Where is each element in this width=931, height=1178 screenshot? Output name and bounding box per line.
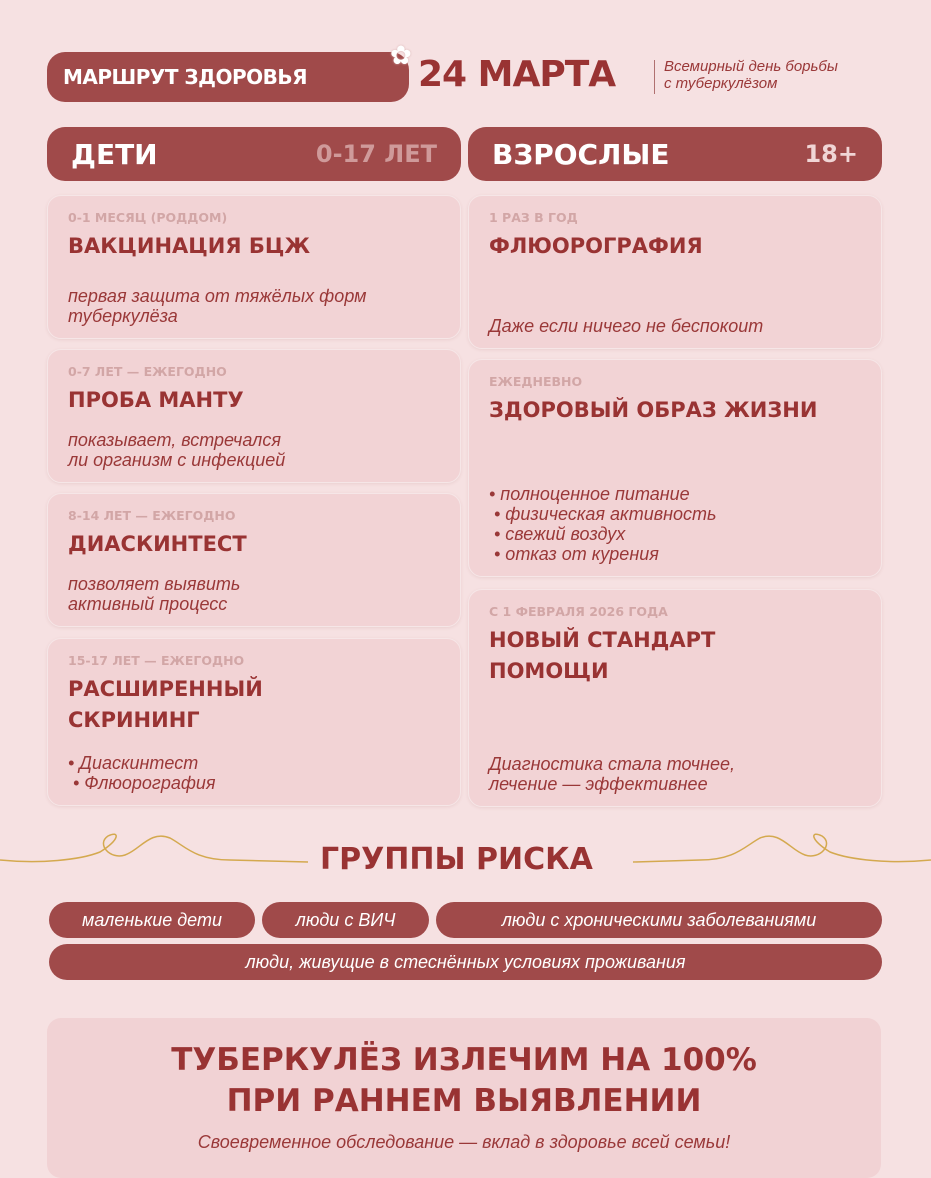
card-title-line: ПОМОЩИ: [489, 659, 609, 683]
card-desc-line: лечение — эффективнее: [489, 774, 708, 794]
card-label: 8-14 ЛЕТ — ЕЖЕГОДНО: [68, 508, 236, 523]
card-label: 1 РАЗ В ГОД: [489, 210, 578, 225]
card-description: [489, 484, 716, 564]
card-desc-line: позволяет выявить: [68, 574, 241, 594]
card-title-text: ДИАСКИНТЕСТ: [68, 532, 247, 556]
card-desc-line: • отказ от курения: [489, 544, 659, 564]
final-banner: [47, 1018, 881, 1178]
card-title: [68, 231, 440, 262]
kids-title: ДЕТИ: [71, 137, 158, 171]
event-date: 24 МАРТА: [418, 54, 616, 95]
final-subtext: Своевременное обследование — вклад в здоровье всей семьи!: [197, 1132, 731, 1152]
card-label: 15-17 ЛЕТ — ЕЖЕГОДНО: [68, 653, 245, 668]
risk-tag: маленькие дети: [49, 902, 255, 938]
card-desc-line: активный процесс: [68, 594, 228, 614]
card-title-text: ВАКЦИНАЦИЯ БЦЖ: [68, 234, 311, 258]
adults-card: [468, 195, 882, 349]
subtitle-line: с туберкулёзом: [664, 75, 778, 92]
risk-tag: люди, живущие в стеснённых условиях проживания: [49, 944, 882, 980]
card-desc-line: • Флюорография: [68, 773, 216, 793]
card-desc-line: • свежий воздух: [489, 524, 626, 544]
risk-tag: люди с ВИЧ: [262, 902, 429, 938]
card-title: [68, 529, 440, 560]
card-description: [68, 753, 216, 793]
card-title: [489, 231, 861, 262]
card-desc-line: ли организм с инфекцией: [68, 450, 286, 470]
card-label: 0-1 МЕСЯЦ (РОДДОМ): [68, 210, 228, 225]
risk-title: ГРУППЫ РИСКА: [320, 842, 593, 877]
card-desc-line: • Диаскинтест: [68, 753, 199, 773]
final-headline: ПРИ РАННЕМ ВЫЯВЛЕНИИ: [226, 1083, 702, 1119]
card-description: [68, 286, 366, 326]
card-title-line: НОВЫЙ СТАНДАРТ: [489, 628, 716, 652]
card-title-line: СКРИНИНГ: [68, 708, 200, 732]
card-title: [68, 674, 440, 736]
card-desc-line: показывает, встречался: [68, 430, 281, 450]
card-title: [489, 625, 861, 687]
card-label: С 1 ФЕВРАЛЯ 2026 ГОДА: [489, 604, 668, 619]
card-description: [68, 574, 240, 614]
subtitle-line: Всемирный день борьбы: [664, 58, 838, 75]
adults-age: 18+: [804, 140, 858, 168]
adults-card: [468, 359, 882, 577]
adults-header: [468, 127, 882, 181]
card-desc-line: первая защита от тяжёлых форм: [68, 286, 367, 306]
risk-tag: люди с хроническими заболеваниями: [436, 902, 882, 938]
card-desc-line: • полноценное питание: [489, 484, 690, 504]
card-title-text: ФЛЮОРОГРАФИЯ: [489, 234, 703, 258]
card-title-text: ПРОБА МАНТУ: [68, 388, 244, 412]
card-label: ЕЖЕДНЕВНО: [489, 374, 583, 389]
kids-header: [47, 127, 461, 181]
brand-text: МАРШРУТ ЗДОРОВЬЯ: [63, 65, 308, 89]
divider: [654, 60, 655, 94]
kids-card: [47, 195, 461, 339]
card-description: [489, 754, 735, 794]
card-desc-line: Даже если ничего не беспокоит: [489, 316, 764, 336]
card-desc-line: Диагностика стала точнее,: [489, 754, 736, 774]
final-headline: ТУБЕРКУЛЁЗ ИЗЛЕЧИМ НА 100%: [171, 1042, 757, 1078]
flower-icon: ✿: [390, 40, 412, 70]
kids-card: [47, 493, 461, 627]
card-title-line: РАСШИРЕННЫЙ: [68, 677, 263, 701]
card-title-text: ЗДОРОВЫЙ ОБРАЗ ЖИЗНИ: [489, 398, 818, 422]
kids-card: [47, 638, 461, 806]
kids-card: [47, 349, 461, 483]
event-subtitle: [664, 58, 838, 92]
card-title: [68, 385, 440, 416]
card-title: [489, 395, 861, 426]
card-description: [68, 430, 285, 470]
kids-age: 0-17 ЛЕТ: [315, 140, 437, 168]
brand-badge: [47, 52, 409, 102]
card-desc-line: туберкулёза: [68, 306, 178, 326]
card-desc-line: • физическая активность: [489, 504, 717, 524]
card-description: [489, 316, 763, 336]
adults-title: ВЗРОСЛЫЕ: [492, 137, 670, 171]
adults-card: [468, 589, 882, 807]
card-label: 0-7 ЛЕТ — ЕЖЕГОДНО: [68, 364, 227, 379]
